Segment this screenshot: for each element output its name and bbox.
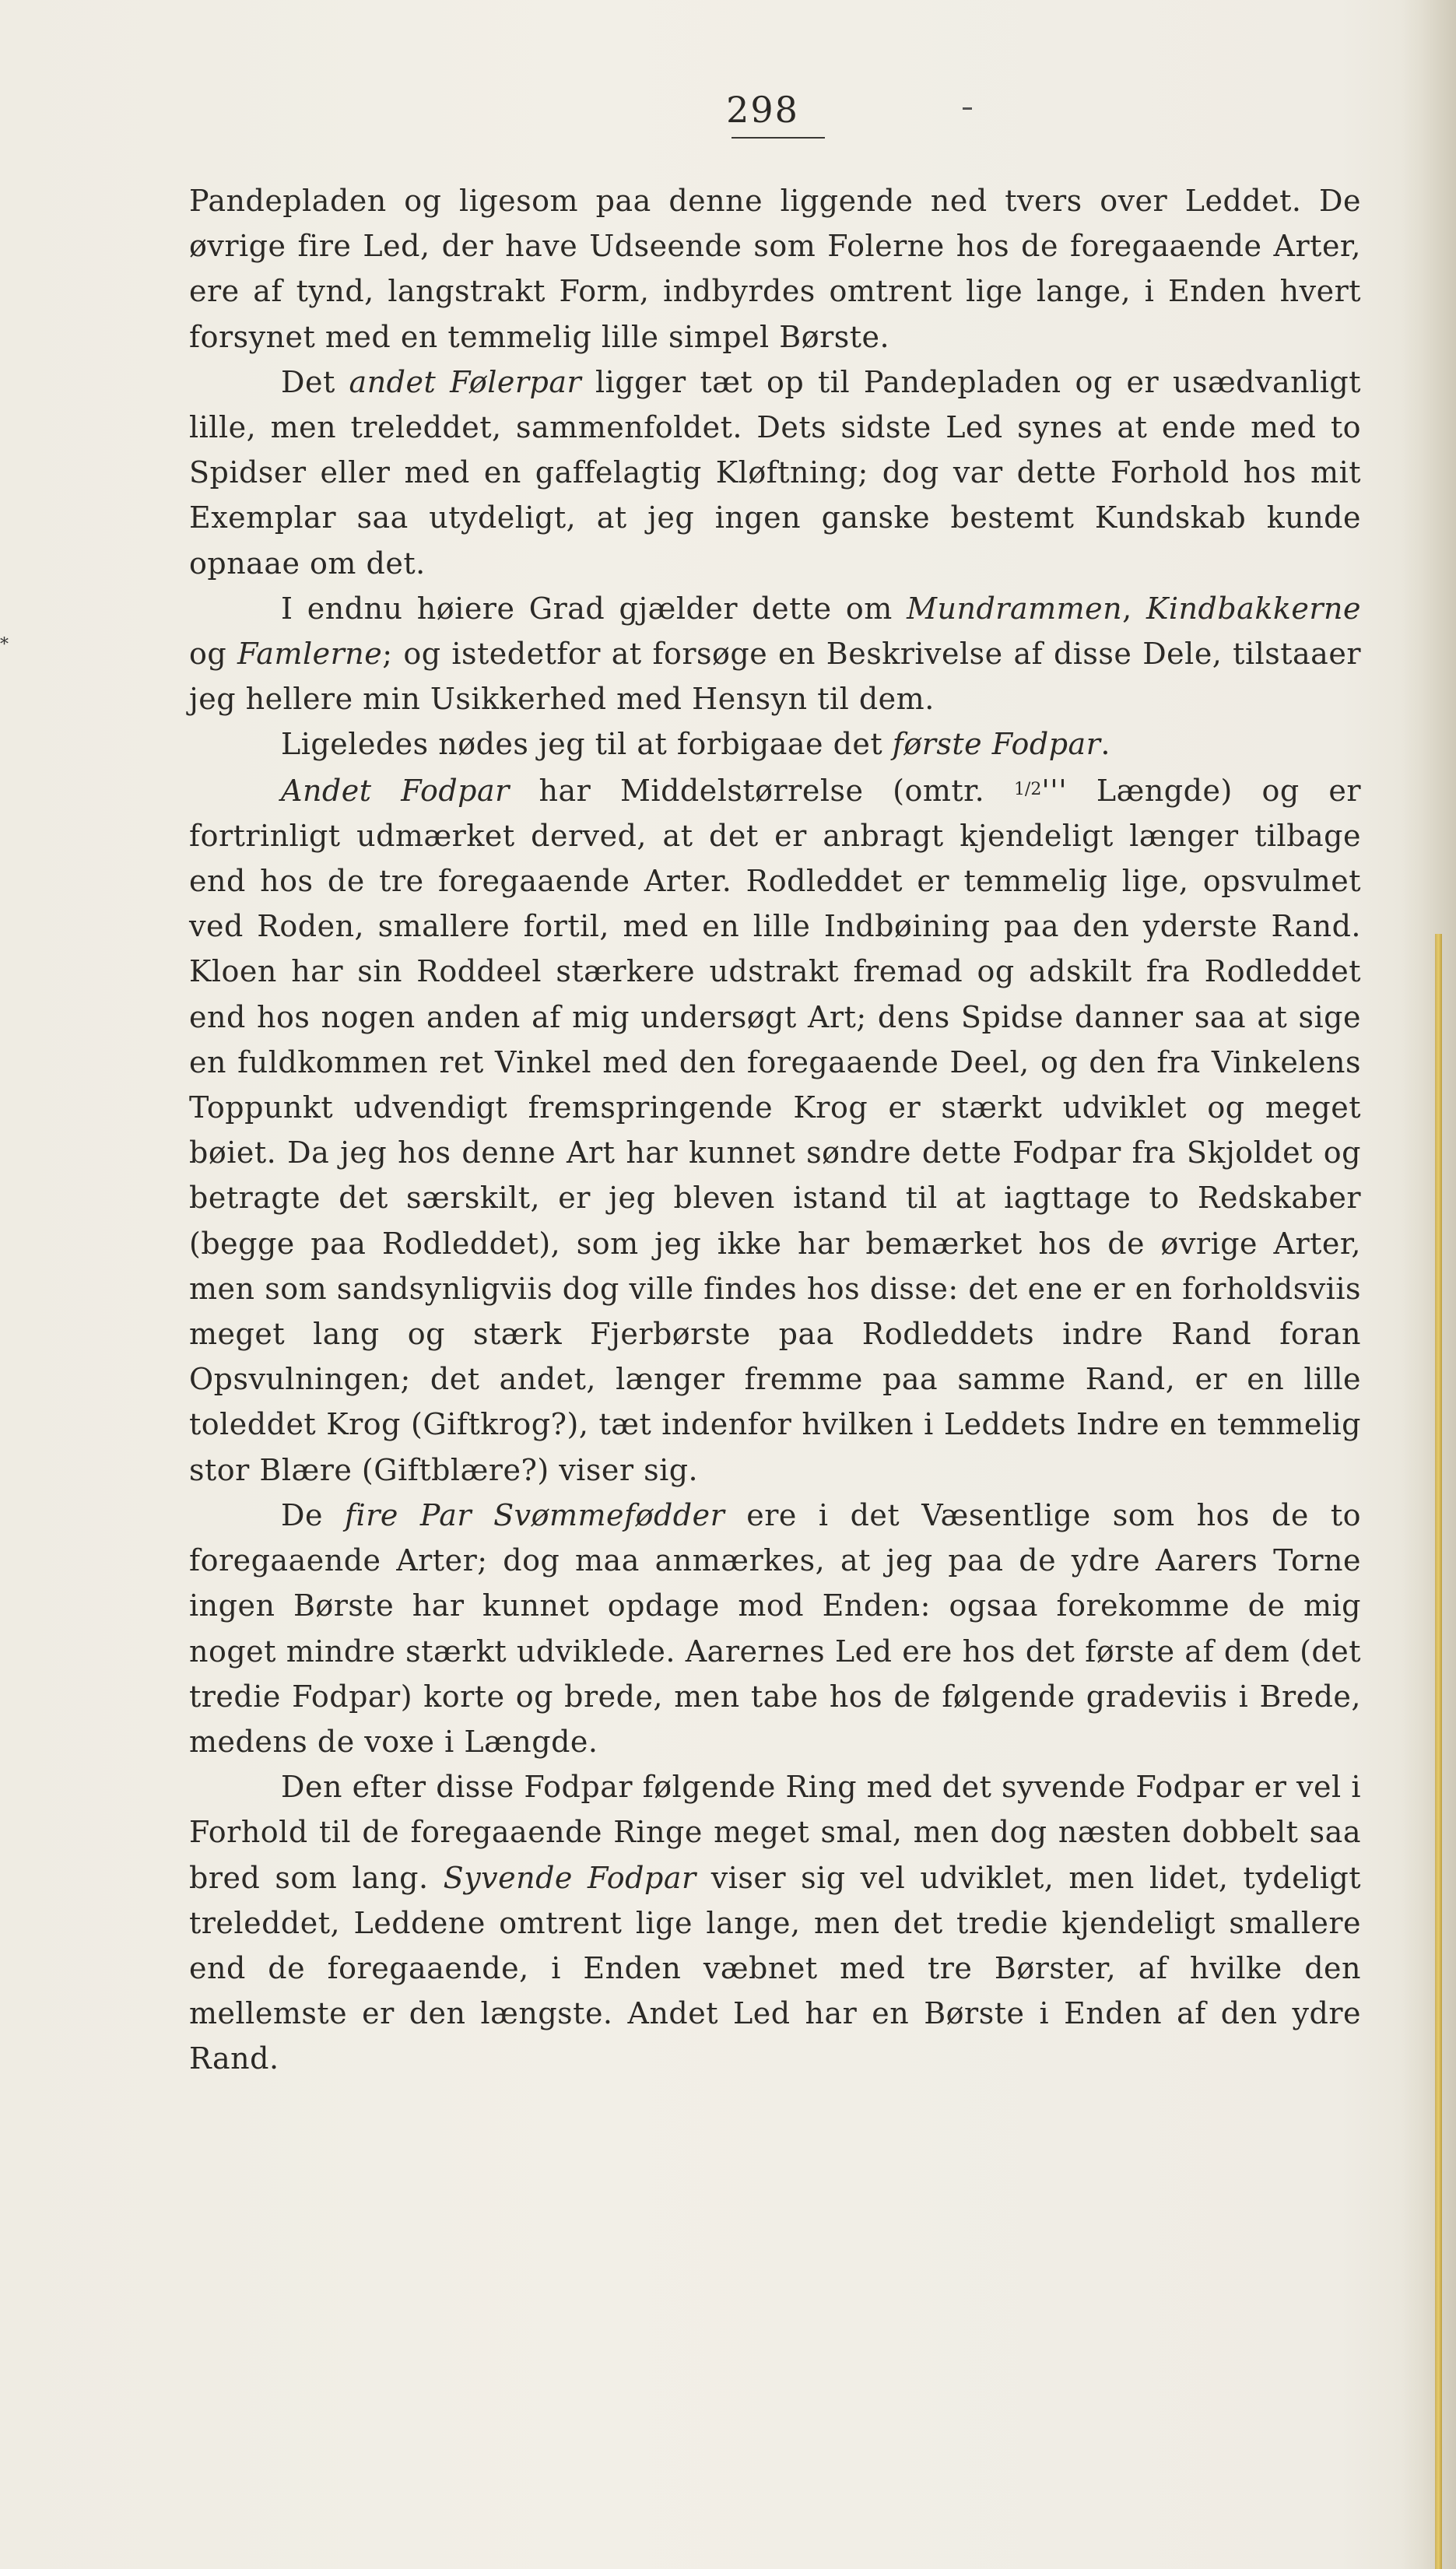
text-run: Ligeledes nødes jeg til at forbigaae det <box>281 727 893 762</box>
page-number: 298 <box>726 89 799 131</box>
text-run: ; og istedetfor at forsøge en Beskrivelse af disse Dele, tilstaaer jeg hellere min Usikkerhed med Hensyn til dem. <box>189 637 1361 717</box>
paragraph <box>189 1764 1361 2081</box>
italic-term: Kindbakkerne <box>1146 591 1361 626</box>
italic-term: Famlerne <box>237 637 383 672</box>
paragraph <box>189 1493 1361 1764</box>
fraction: 1/2 <box>1013 779 1042 799</box>
paragraph <box>189 586 1361 722</box>
italic-term: fire Par Svømmefødder <box>344 1497 725 1532</box>
text-run: Det <box>281 364 349 399</box>
body-text <box>189 178 1361 2082</box>
stray-dash-mark <box>963 107 972 110</box>
text-run: viser sig vel udviklet, men lidet, tydeligt treleddet, Leddene omtrent lige lange, men det tredie kjendeligt smallere end de foregaaende, i Enden væbnet med tre Børster, af hvilke den mellemste er den længste. Andet Led har en Børste i Enden af den ydre Rand. <box>189 1860 1362 2076</box>
text-run: Den efter disse Fodpar følgende Ring med det syvende Fodpar er vel i Forhold til de foregaaende Ringe meget smal, men dog næsten dobbelt saa bred som lang. <box>189 1770 1361 1895</box>
text-run: . <box>1100 727 1110 762</box>
text-run: og <box>189 637 237 672</box>
book-edge-shadow <box>1402 0 1456 2569</box>
text-run: ere i det Væsentlige som hos de to foregaaende Arter; dog maa anmærkes, at jeg paa de ydre Aarers Torne ingen Børste har kunnet opdage mod Enden: ogsaa forekomme de mig noget mindre stærkt udviklede. Aarernes Led ere hos det første af dem (det tredie Fodpar) korte og brede, men tabe hos de følgende gradeviis i Brede, medens de voxe i Længde. <box>189 1497 1362 1759</box>
text-run: Pandepladen og ligesom paa denne liggende ned tvers over Leddet. De øvrige fire Led, der have Udseende som Folerne hos de foregaaende Arter, ere af tynd, langstrakt Form, indbyrdes omtrent lige lange, i Enden hvert forsynet med en temmelig lille simpel Børste. <box>189 184 1361 354</box>
margin-mark: * <box>0 635 9 655</box>
paragraph <box>189 360 1361 586</box>
text-run: ligger tæt op til Pandepladen og er usædvanligt lille, men treleddet, sammenfoldet. Dets sidste Led synes at ende med to Spidser eller med en gaffelagtig Kløftning; dog var dette Forhold hos mit Exemplar saa utydeligt, at jeg ingen ganske bestemt Kundskab kunde opnaae om det. <box>189 364 1361 581</box>
text-run: har Middelstørrelse (omtr. <box>509 773 1014 808</box>
italic-term: første Fodpar <box>892 727 1101 762</box>
text-run: , <box>1122 591 1146 626</box>
text-run: ''' Længde) og er fortrinligt udmærket derved, at det er anbragt kjendeligt længer tilbage end hos de tre foregaaende Arter. Rodleddet er temmelig lige, opsvulmet ved Roden, smallere fortil, med en lille Indbøining paa den yderste Rand. Kloen har sin Roddeel stærkere udstrakt fremad og adskilt fra Rodleddet end hos nogen anden af mig undersøgt Art; dens Spidse danner saa at sige en fuldkommen ret Vinkel med den foregaaende Deel, og den fra Vinkelens Toppunkt udvendigt fremspringende Krog er stærkt udviklet og meget bøiet. Da jeg hos denne Art har kunnet søndre dette Fodpar fra Skjoldet og betragte det særskilt, er jeg bleven istand til at iagttage to Redskaber (begge paa Rodleddet), som jeg ikke har bemærket hos de øvrige Arter, men som sandsynligviis dog ville findes hos disse: det ene er en forholdsviis meget lang og stærk Fjerbørste paa Rodleddets indre Rand foran Opsvulningen; det andet, længer fremme paa samme Rand, er en lille toleddet Krog (Giftkrog?), tæt indenfor hvilken i Leddets Indre en temmelig stor Blære (Giftblære?) viser sig. <box>189 773 1361 1487</box>
italic-term: andet Følerpar <box>349 364 582 399</box>
gilt-edge-strip <box>1435 934 1442 2569</box>
paragraph <box>189 767 1361 1493</box>
text-run: De <box>281 1497 345 1532</box>
text-run: I endnu høiere Grad gjælder dette om <box>281 591 907 626</box>
paragraph <box>189 178 1361 360</box>
paragraph <box>189 721 1361 767</box>
page-number-rule <box>732 137 825 139</box>
italic-term: Andet Fodpar <box>281 773 510 808</box>
italic-term: Syvende Fodpar <box>443 1860 696 1895</box>
italic-term: Mundrammen <box>907 591 1123 626</box>
